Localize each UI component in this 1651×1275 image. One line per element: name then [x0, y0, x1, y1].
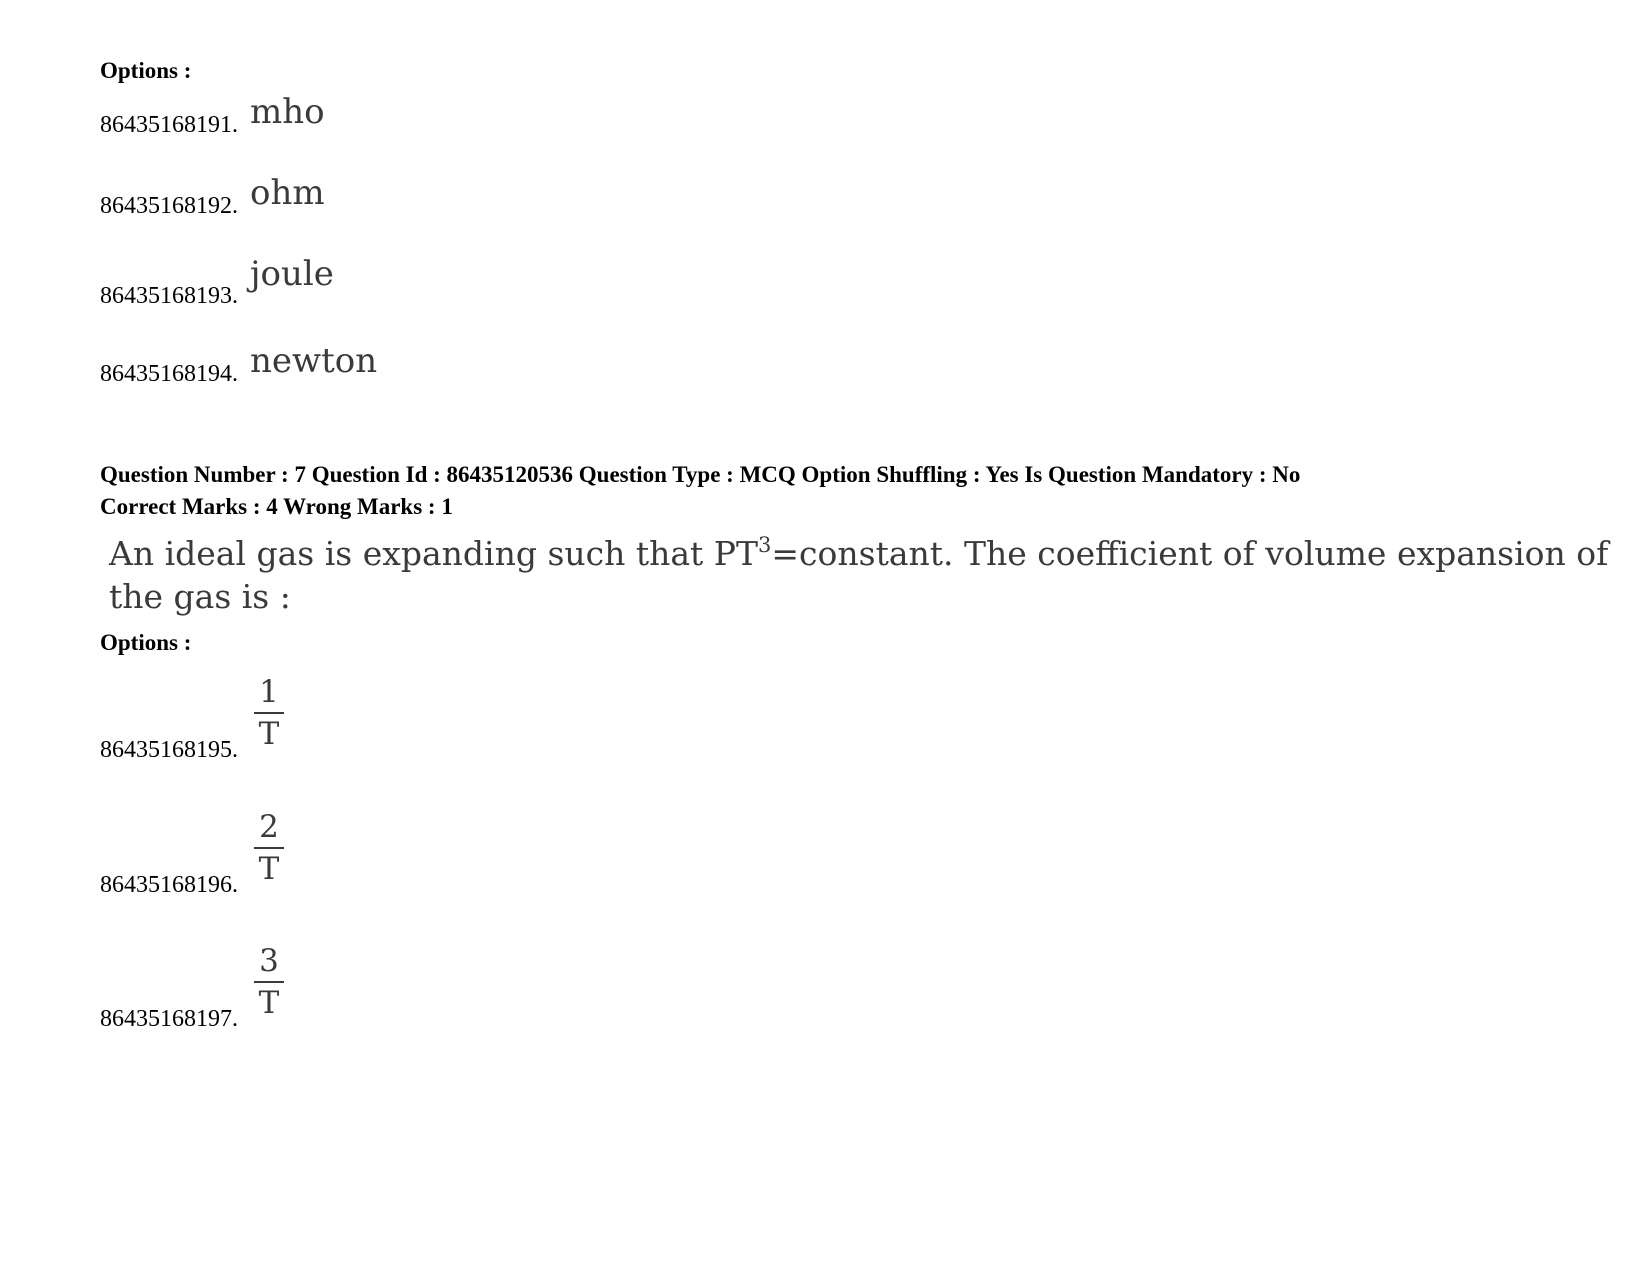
- option-id: 86435168191.: [100, 112, 238, 138]
- question-text: [109, 532, 1608, 576]
- option-text: ohm: [250, 173, 325, 213]
- option-text: newton: [250, 341, 378, 381]
- options-heading: Options :: [100, 58, 192, 83]
- option-id: 86435168197.: [100, 1006, 238, 1032]
- fraction-bar: [254, 981, 284, 983]
- option-id: 86435168196.: [100, 872, 238, 898]
- option-fraction: [253, 674, 285, 752]
- question-text-line2: the gas is :: [109, 577, 291, 616]
- option-text: joule: [250, 254, 334, 294]
- option-id: 86435168194.: [100, 361, 238, 387]
- fraction-numerator: 1: [259, 674, 279, 710]
- question-text-part2: =constant. The coefficient of volume expansion of: [771, 534, 1609, 573]
- question-text-sup: 3: [758, 533, 772, 557]
- fraction-denominator: T: [258, 716, 280, 752]
- question-meta: Question Number : 7 Question Id : 86435120536 Question Type : MCQ Option Shuffling : Yes Is Question Mandatory : No: [100, 462, 1301, 487]
- fraction-denominator: T: [258, 851, 280, 887]
- fraction-numerator: 3: [259, 943, 279, 979]
- option-id: 86435168195.: [100, 737, 238, 763]
- fraction-numerator: 2: [259, 809, 279, 845]
- fraction-denominator: T: [258, 985, 280, 1021]
- fraction-bar: [254, 847, 284, 849]
- question-text-part1: An ideal gas is expanding such that PT: [109, 534, 759, 573]
- options-heading: Options :: [100, 630, 192, 655]
- option-fraction: [253, 809, 285, 887]
- fraction-bar: [254, 712, 284, 714]
- option-id: 86435168192.: [100, 193, 238, 219]
- option-fraction: [253, 943, 285, 1021]
- question-marks: Correct Marks : 4 Wrong Marks : 1: [100, 494, 453, 519]
- option-text: mho: [250, 92, 325, 132]
- option-id: 86435168193.: [100, 283, 238, 309]
